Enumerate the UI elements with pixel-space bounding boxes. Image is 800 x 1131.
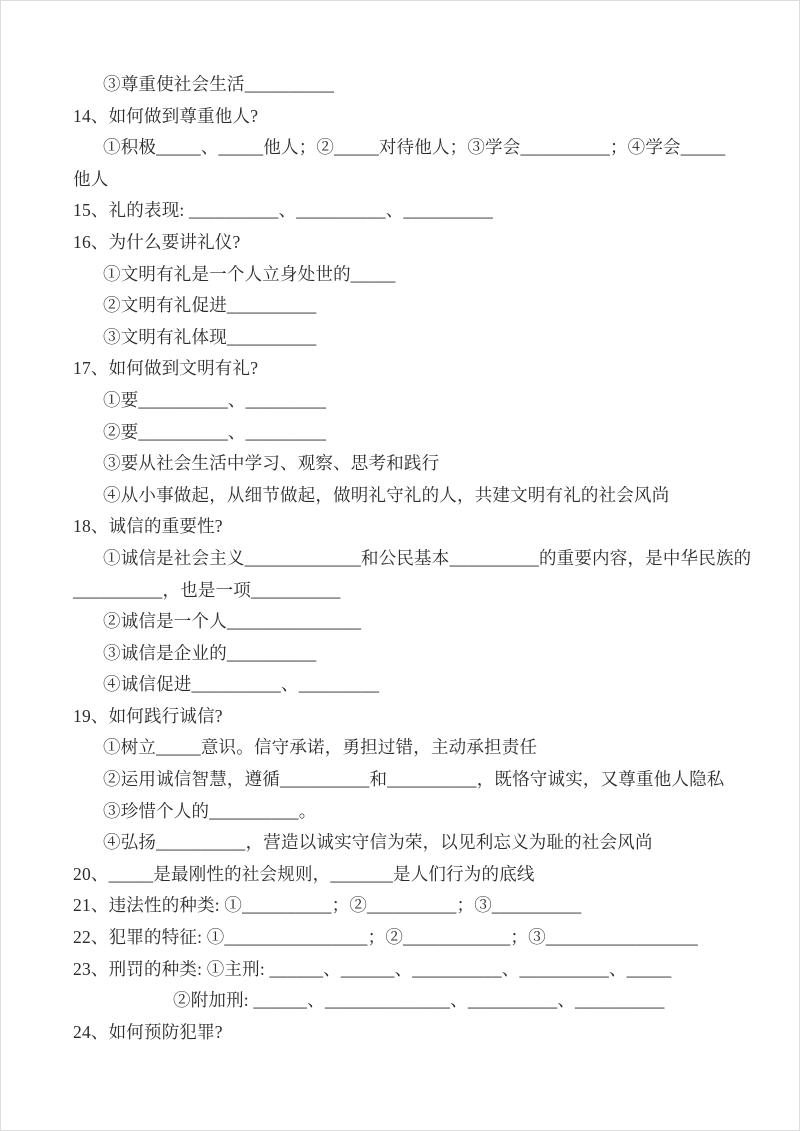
document-line: ③诚信是企业的__________ (103, 642, 317, 663)
document-line: 17、如何做到文明有礼? (73, 358, 259, 379)
document-line: ①树立_____意识。信守承诺，勇担过错，主动承担责任 (103, 737, 538, 758)
document-line: 22、犯罪的特征: ①________________；②____________；③_________________ (73, 927, 698, 948)
document-line: __________，也是一项__________ (73, 579, 341, 600)
document-line: 16、为什么要讲礼仪? (73, 231, 241, 252)
document-line: 18、诚信的重要性? (73, 516, 223, 537)
document-line: 24、如何预防犯罪? (73, 1021, 223, 1042)
document-line: ③文明有礼体现__________ (103, 326, 317, 347)
document-line: ④诚信促进__________、_________ (103, 674, 380, 695)
document-line: ③尊重使社会生活__________ (103, 74, 335, 94)
document-line: 他人 (73, 168, 109, 189)
document-line: 20、_____是最刚性的社会规则，_______是人们行为的底线 (73, 863, 535, 884)
document-line: ②要__________、_________ (103, 421, 327, 442)
document-line: 19、如何践行诚信? (73, 705, 223, 726)
document-line: 14、如何做到尊重他人? (73, 105, 259, 126)
document-body (73, 69, 769, 1048)
document-line: ①要__________、_________ (103, 389, 327, 410)
document-line: ④从小事做起，从细节做起，做明礼守礼的人，共建文明有礼的社会风尚 (103, 484, 670, 505)
document-line: 23、刑罚的种类: ①主刑: ______、______、__________、__________、_____ (73, 958, 672, 979)
document-line: ②文明有礼促进__________ (103, 295, 317, 316)
document-line: ④弘扬__________，营造以诚实守信为荣，以见利忘义为耻的社会风尚 (103, 832, 653, 853)
document-line: ②运用诚信智慧，遵循__________和__________，既恪守诚实，又尊重他人隐私 (103, 769, 725, 790)
document-line: 21、违法性的种类: ①__________；②__________；③__________ (73, 895, 582, 916)
document-line: 15、礼的表现: __________、__________、__________ (73, 200, 493, 221)
document-line: ②诚信是一个人_______________ (103, 611, 362, 632)
document-line: ①诚信是社会主义_____________和公民基本__________的重要内容，是中华民族的 (103, 547, 752, 568)
document-line: ①文明有礼是一个人立身处世的_____ (103, 263, 396, 284)
document-line: ①积极_____、_____他人；②_____对待他人；③学会__________；④学会_____ (103, 137, 726, 158)
document-line: ③珍惜个人的__________。 (103, 800, 317, 821)
document-line: ③要从社会生活中学习、观察、思考和践行 (103, 453, 440, 474)
document-line: ②附加刑: ______、______________、__________、__________ (173, 990, 665, 1011)
